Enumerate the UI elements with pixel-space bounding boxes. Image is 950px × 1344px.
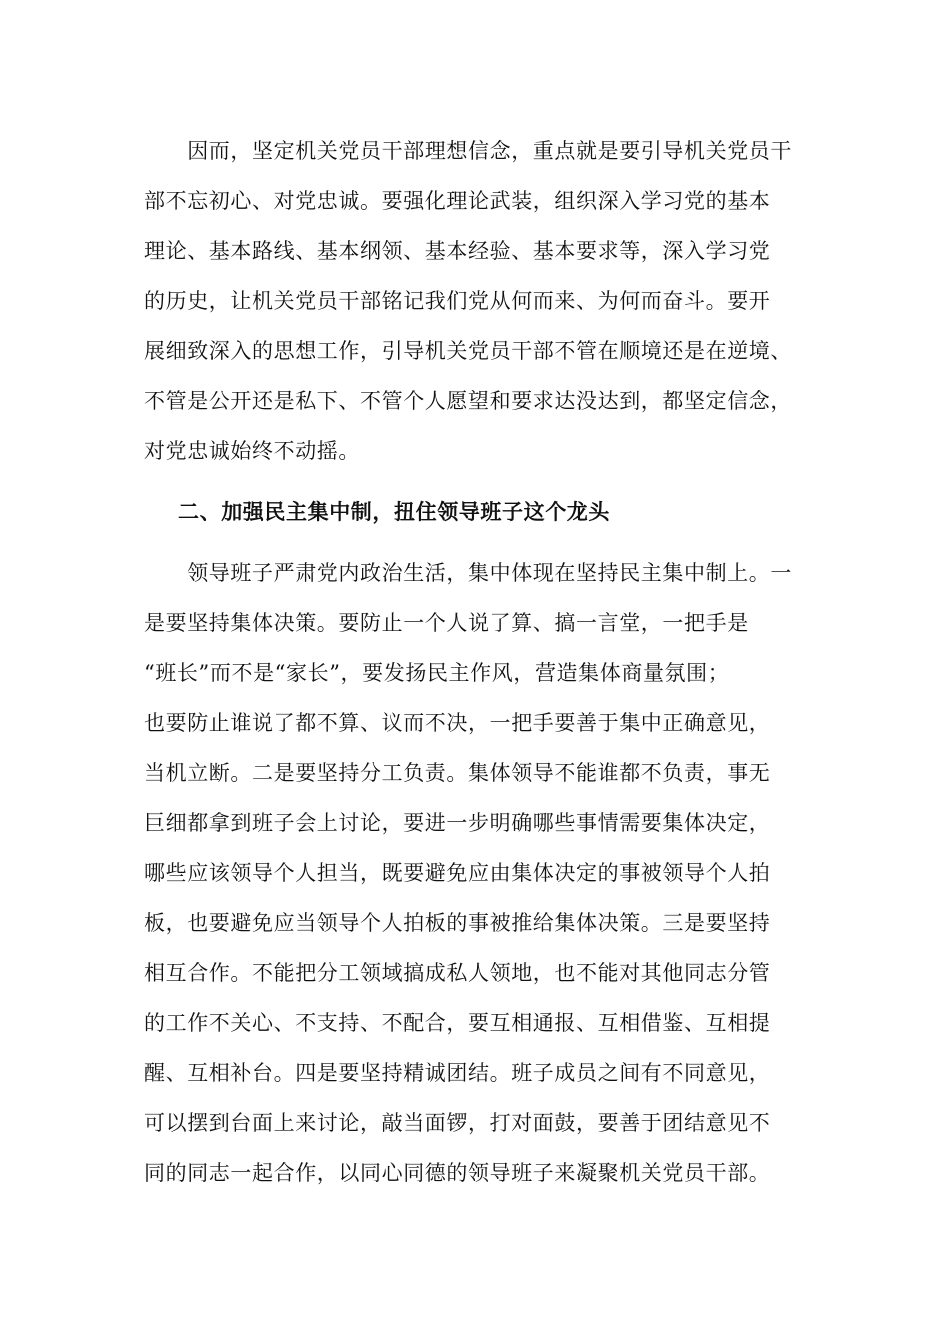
paragraph-line: 部不忘初心、对党忠诚。要强化理论武装，组织深入学习党的基本 xyxy=(144,189,771,213)
section-heading: 二、加强民主集中制，扭住领导班子这个龙头 xyxy=(178,499,610,524)
paragraph-line: 的工作不关心、不支持、不配合，要互相通报、互相借鉴、互相提 xyxy=(144,1011,771,1035)
paragraph-line: 可以摆到台面上来讨论，敲当面锣，打对面鼓，要善于团结意见不 xyxy=(144,1111,771,1135)
paragraph-line: “班长”而不是“家长”，要发扬民主作风，营造集体商量氛围； xyxy=(144,661,730,685)
paragraph-line: 是要坚持集体决策。要防止一个人说了算、搞一言堂，一把手是 xyxy=(144,611,749,635)
paragraph-line: 不管是公开还是私下、不管个人愿望和要求达没达到，都坚定信念， xyxy=(144,389,792,413)
paragraph-line: 同的同志一起合作，以同心同德的领导班子来凝聚机关党员干部。 xyxy=(144,1161,771,1185)
paragraph-line: 醒、互相补台。四是要坚持精诚团结。班子成员之间有不同意见， xyxy=(144,1061,771,1085)
paragraph-line: 哪些应该领导个人担当，既要避免应由集体决定的事被领导个人拍 xyxy=(144,861,771,885)
paragraph-line: 的历史，让机关党员干部铭记我们党从何而来、为何而奋斗。要开 xyxy=(144,289,771,313)
paragraph-line: 也要防止谁说了都不算、议而不决，一把手要善于集中正确意见， xyxy=(144,711,771,735)
paragraph-line: 领导班子严肃党内政治生活，集中体现在坚持民主集中制上。一 xyxy=(144,561,792,585)
paragraph-line: 对党忠诚始终不动摇。 xyxy=(144,439,360,463)
paragraph-line: 理论、基本路线、基本纲领、基本经验、基本要求等，深入学习党 xyxy=(144,239,771,263)
paragraph-line: 因而，坚定机关党员干部理想信念，重点就是要引导机关党员干 xyxy=(144,139,792,163)
paragraph-line: 展细致深入的思想工作，引导机关党员干部不管在顺境还是在逆境、 xyxy=(144,339,792,363)
paragraph-line: 相互合作。不能把分工领域搞成私人领地，也不能对其他同志分管 xyxy=(144,961,771,985)
paragraph-line: 巨细都拿到班子会上讨论，要进一步明确哪些事情需要集体决定， xyxy=(144,811,771,835)
paragraph-line: 当机立断。二是要坚持分工负责。集体领导不能谁都不负责，事无 xyxy=(144,761,771,785)
paragraph-line: 板，也要避免应当领导个人拍板的事被推给集体决策。三是要坚持 xyxy=(144,911,771,935)
